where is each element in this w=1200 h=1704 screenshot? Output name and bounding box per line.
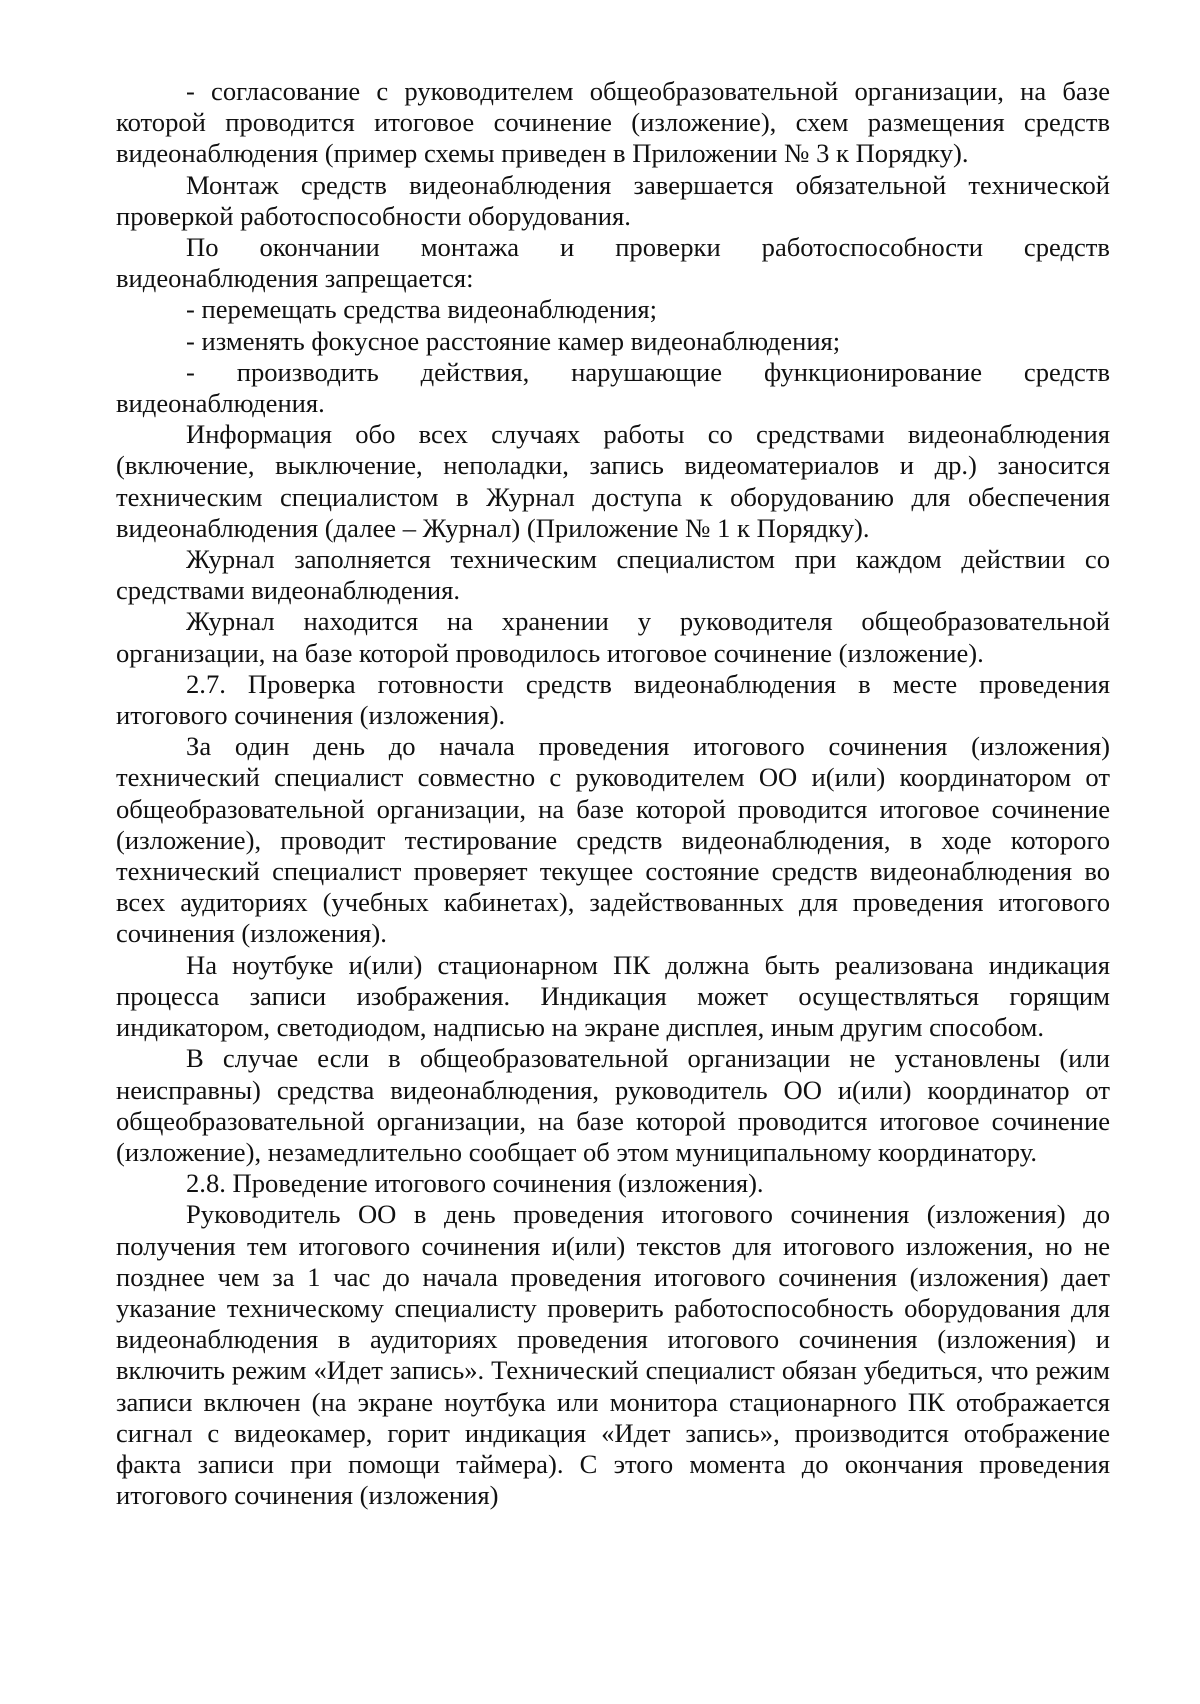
list-item-focus: - изменять фокусное расстояние камер видеонаблюдения; xyxy=(186,325,841,356)
section-heading-2-8: 2.8. Проведение итогового сочинения (изложения). xyxy=(186,1168,764,1199)
paragraph-conduct: Руководитель ОО в день проведения итогового сочинения (изложения) до получения тем итогового сочинения и(или) текстов для итогового изложения, но не позднее чем за 1 час до начала проведения итогового сочинения (изложения) дает указание техническому специалисту проверить работоспособность оборудования для видеонаблюдения в аудиториях проведения итогового сочинения (изложения) и включить режим «Идет запись». Технический специалист обязан убедиться, что режим записи включен (на экране ноутбука или монитора стационарного ПК отображается сигнал с видеокамер, горит индикация «Идет запись», производится отображение факта записи при помощи таймера). С этого момента до окончания проведения итогового сочинения (изложения) xyxy=(116,1199,1110,1511)
paragraph-indication: На ноутбуке и(или) стационарном ПК должна быть реализована индикация процесса записи изображения. Индикация может осуществляться горящим индикатором, светодиодом, надписью на экране дисплея, иным другим способом. xyxy=(116,949,1110,1043)
paragraph-prohibitions-intro: По окончании монтажа и проверки работоспособности средств видеонаблюдения запрещается: xyxy=(116,232,1110,294)
paragraph-no-equipment: В случае если в общеобразовательной организации не установлены (или неисправны) средства видеонаблюдения, руководитель ОО и(или) координатор от общеобразовательной организации, на базе которой проводится итоговое сочинение (изложение), незамедлительно сообщает об этом муниципальному координатору. xyxy=(116,1043,1110,1167)
paragraph-journal-info: Информация обо всех случаях работы со средствами видеонаблюдения (включение, выключение, неполадки, запись видеоматериалов и др.) заносится техническим специалистом в Журнал доступа к оборудованию для обеспечения видеонаблюдения (далее – Журнал) (Приложение № 1 к Порядку). xyxy=(116,419,1110,543)
paragraph-installation-check: Монтаж средств видеонаблюдения завершается обязательной технической проверкой работоспособности оборудования. xyxy=(116,169,1110,231)
paragraph-testing: За один день до начала проведения итогового сочинения (изложения) технический специалист совместно с руководителем ОО и(или) координатором от общеобразовательной организации, на базе которой проводится итоговое сочинение (изложение), проводит тестирование средств видеонаблюдения, в ходе которого технический специалист проверяет текущее состояние средств видеонаблюдения во всех аудиториях (учебных кабинетах), задействованных для проведения итогового сочинения (изложения). xyxy=(116,731,1110,949)
paragraph-coordination: - согласование с руководителем общеобразовательной организации, на базе которой проводится итоговое сочинение (изложение), схем размещения средств видеонаблюдения (пример схемы приведен в Приложении № 3 к Порядку). xyxy=(116,76,1110,169)
document-page xyxy=(116,76,1110,1511)
paragraph-journal-storage: Журнал находится на хранении у руководителя общеобразовательной организации, на базе которой проводилось итоговое сочинение (изложение). xyxy=(116,606,1110,668)
list-item-actions: - производить действия, нарушающие функционирование средств видеонаблюдения. xyxy=(116,356,1110,419)
section-heading-2-7: 2.7. Проверка готовности средств видеонаблюдения в месте проведения итогового сочинения (изложения). xyxy=(116,668,1110,731)
list-item-move: - перемещать средства видеонаблюдения; xyxy=(186,294,657,325)
paragraph-journal-filling: Журнал заполняется техническим специалистом при каждом действии со средствами видеонаблюдения. xyxy=(116,544,1110,606)
